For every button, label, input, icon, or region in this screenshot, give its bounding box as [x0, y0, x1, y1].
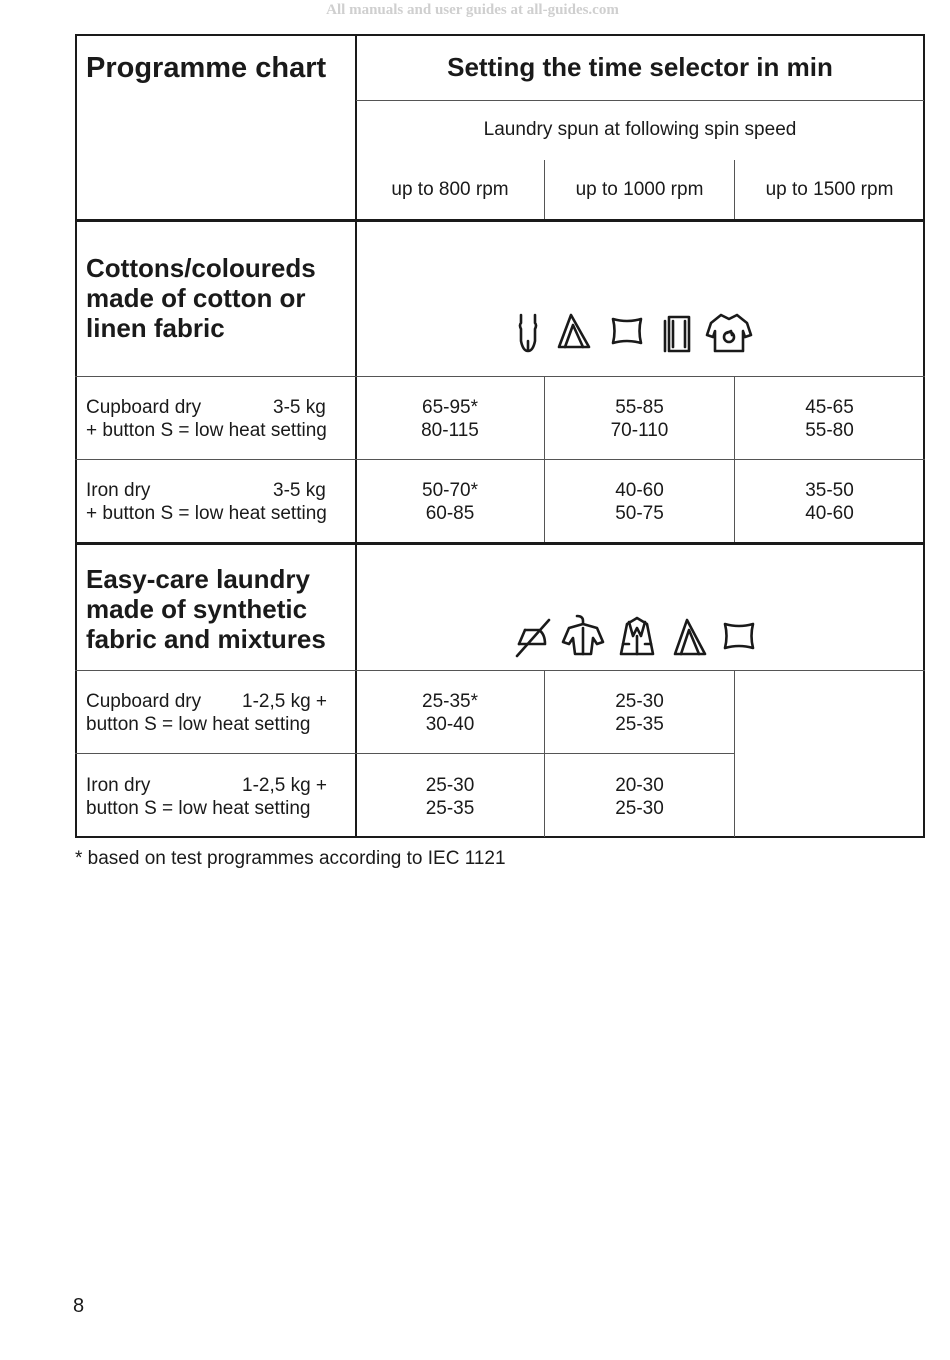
page-number: 8	[73, 1295, 85, 1317]
time-value: 30-40	[425, 714, 475, 735]
shirt-hanger-icon	[563, 616, 603, 654]
cottons-cupboard-1500-cell	[735, 396, 924, 442]
speed-1500-header: up to 1500 rpm	[765, 179, 894, 200]
time-value: 50-75	[615, 503, 664, 524]
row-easy-care-cupboard-dry-label	[86, 690, 354, 736]
easy-care-cupboard-800-cell	[356, 690, 544, 736]
jacket-icon	[621, 618, 653, 654]
time-value: 70-110	[610, 420, 669, 441]
time-value: 65-95*	[422, 397, 478, 418]
swimsuit-icon	[520, 315, 536, 351]
divider-section2-row	[75, 753, 735, 754]
speed-800-header: up to 800 rpm	[391, 179, 509, 200]
divider-section1-heading	[75, 376, 925, 377]
easy-care-iron-800-cell	[356, 774, 544, 820]
divider-section2-heading	[75, 670, 925, 671]
cottons-care-icons	[515, 311, 755, 361]
row-easy-care-iron-dry-label	[86, 774, 354, 820]
easy-care-icons	[515, 614, 765, 664]
border-bottom	[75, 836, 925, 838]
chart-title: Programme chart	[86, 52, 327, 84]
time-value: 25-30	[425, 775, 475, 796]
programme-chart	[75, 34, 925, 838]
pillow-icon	[613, 319, 641, 343]
easy-care-cupboard-1000-cell	[545, 690, 734, 736]
time-value: 45-65	[805, 397, 854, 418]
cottons-cupboard-800-cell	[356, 396, 544, 442]
section-heading-line: fabric and mixtures	[86, 624, 326, 654]
load-weight: 3-5 kg	[273, 397, 326, 418]
section-heading-line: made of synthetic	[86, 594, 308, 624]
triangle-icon	[675, 620, 705, 654]
load-weight: 1-2,5 kg +	[242, 691, 328, 712]
section-heading-easy-care	[86, 564, 326, 654]
programme-name: Iron dry	[86, 480, 151, 501]
programme-name: Cupboard dry	[86, 397, 202, 418]
row-cottons-iron-dry-label	[86, 479, 354, 525]
pillow-icon	[725, 624, 753, 648]
heat-setting-note: button S = low heat setting	[86, 798, 311, 819]
divider-header-bottom	[75, 219, 925, 222]
time-value: 25-35*	[422, 691, 478, 712]
recycled-shirt-icon	[707, 315, 751, 351]
cottons-cupboard-1000-cell	[545, 396, 734, 442]
time-value: 40-60	[615, 480, 664, 501]
easy-care-iron-1000-cell	[545, 774, 734, 820]
time-value: 20-30	[615, 775, 664, 796]
spin-speed-header: Laundry spun at following spin speed	[483, 119, 797, 140]
row-cottons-cupboard-dry-label	[86, 396, 354, 442]
divider-section1-row	[75, 459, 925, 460]
time-value: 55-85	[615, 397, 664, 418]
heat-setting-note: + button S = low heat setting	[86, 420, 327, 441]
triangle-icon	[559, 315, 589, 347]
time-value: 60-85	[425, 503, 475, 524]
divider-under-time-header	[356, 100, 924, 101]
watermark: All manuals and user guides at all-guides.com	[326, 2, 619, 18]
time-value: 25-30	[615, 691, 664, 712]
cottons-iron-1000-cell	[545, 479, 734, 525]
divider-section-break	[75, 542, 925, 545]
load-weight: 3-5 kg	[273, 480, 326, 501]
time-value: 50-70*	[422, 480, 478, 501]
no-iron-icon	[517, 620, 549, 656]
time-value: 40-60	[805, 503, 854, 524]
section-heading-line: linen fabric	[86, 313, 225, 343]
heat-setting-note: button S = low heat setting	[86, 714, 311, 735]
section-heading-line: made of cotton or	[86, 283, 306, 313]
time-value: 25-35	[615, 714, 664, 735]
time-value: 25-35	[425, 798, 475, 819]
divider-section2-col2	[734, 670, 735, 837]
time-value: 25-30	[615, 798, 664, 819]
footnote: * based on test programmes according to IEC 1121	[75, 848, 506, 869]
time-value: 55-80	[805, 420, 854, 441]
border-top	[75, 34, 925, 36]
time-selector-header: Setting the time selector in min	[447, 52, 833, 82]
section-heading-line: Easy-care laundry	[86, 564, 311, 594]
heat-setting-note: + button S = low heat setting	[86, 503, 327, 524]
section-heading-line: Cottons/coloureds	[86, 253, 316, 283]
programme-name: Iron dry	[86, 775, 151, 796]
speed-1000-header: up to 1000 rpm	[575, 179, 704, 200]
time-value: 35-50	[805, 480, 854, 501]
cottons-iron-1500-cell	[735, 479, 924, 525]
cottons-iron-800-cell	[356, 479, 544, 525]
programme-name: Cupboard dry	[86, 691, 202, 712]
towel-icon	[665, 317, 689, 351]
border-left	[75, 34, 77, 838]
time-value: 80-115	[421, 420, 479, 441]
section-heading-cottons	[86, 253, 316, 343]
load-weight: 1-2,5 kg +	[242, 775, 328, 796]
